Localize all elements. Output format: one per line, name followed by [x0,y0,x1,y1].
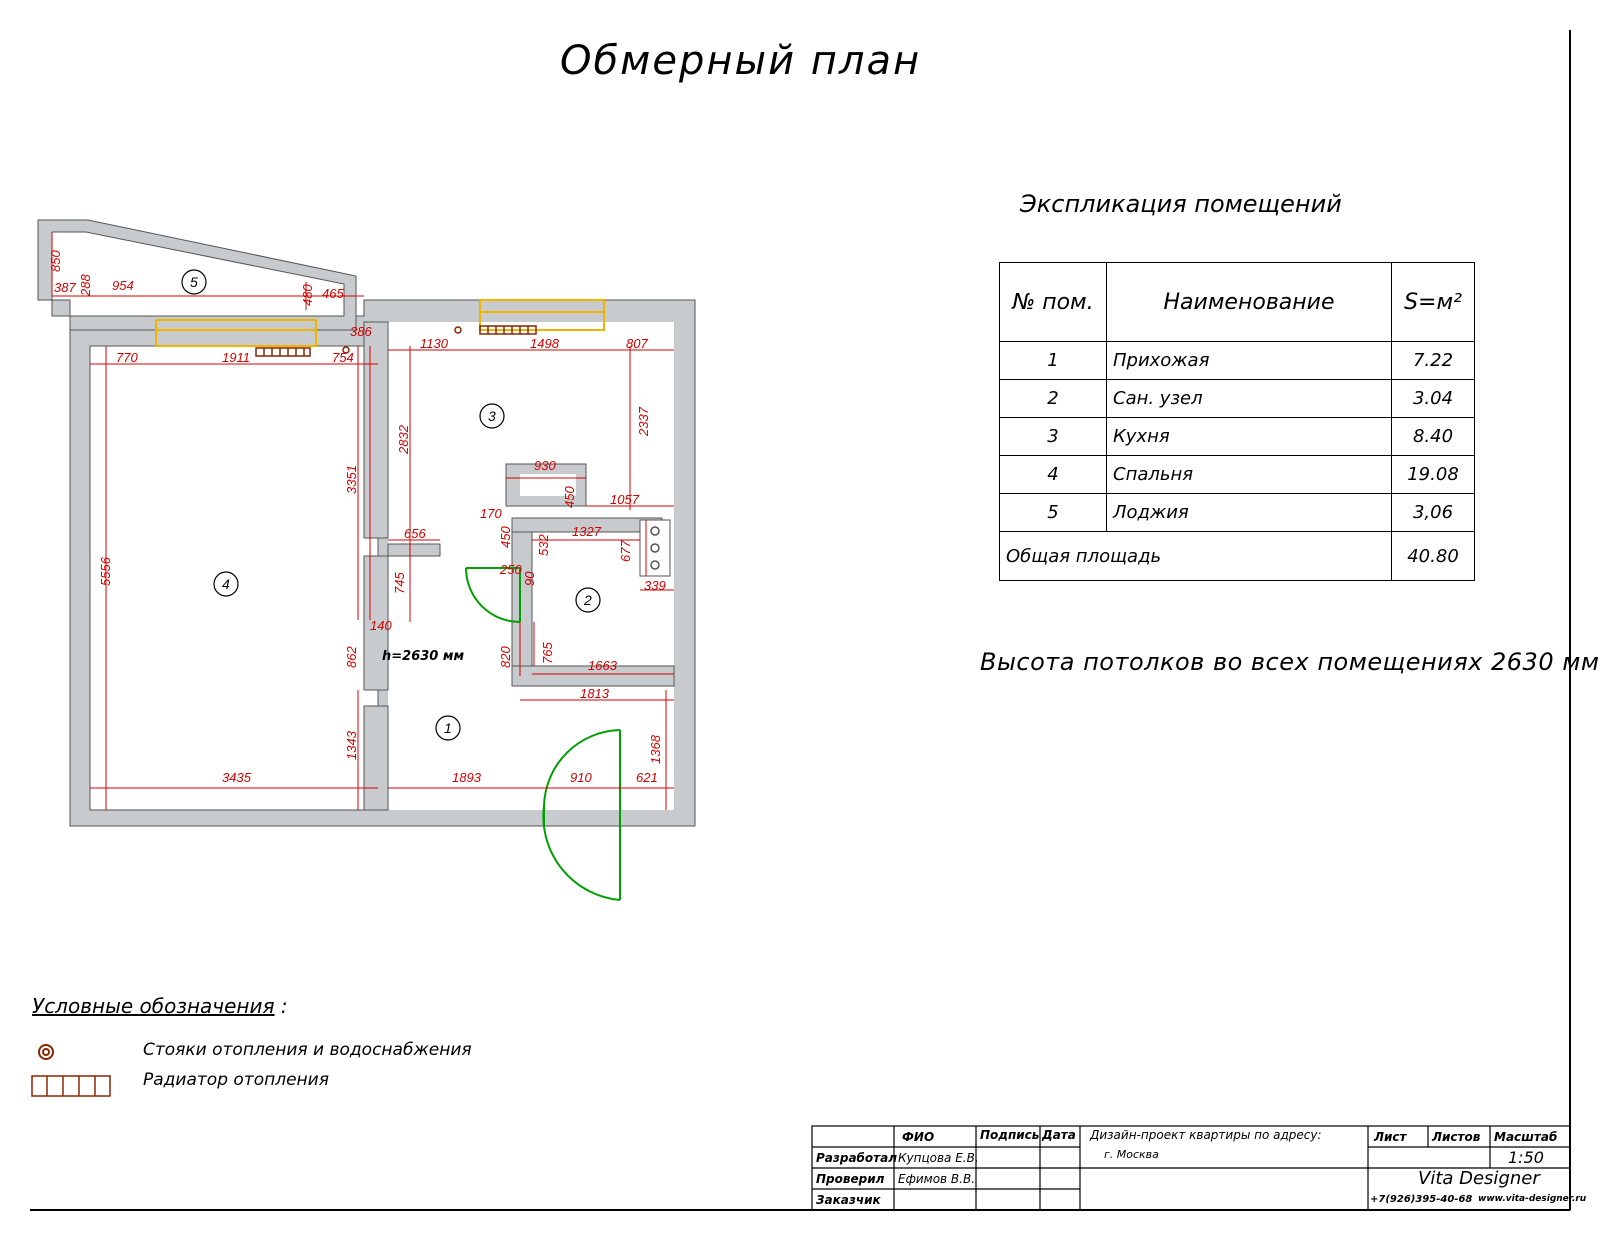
row-area: 3,06 [1392,494,1475,532]
stamp-city: г. Москва [1104,1148,1159,1161]
explication-title: Экспликация помещений [1020,190,1342,218]
stamp-site: www.vita-designer.ru [1478,1194,1587,1204]
row-num: 1 [1000,342,1107,380]
legend-riser-icon [39,1045,53,1059]
dim-1368: 1368 [648,735,663,764]
row-area: 19.08 [1392,456,1475,494]
legend-title-text: Условные обозначения [32,994,275,1018]
dim-3435: 3435 [222,770,251,785]
dim-465: 465 [322,286,344,301]
dim-1893: 1893 [452,770,481,785]
dim-1911: 1911 [222,350,250,365]
dim-450-b: 450 [498,526,513,548]
dim-1130: 1130 [420,336,448,351]
dim-250: 250 [500,562,522,577]
header-num: № пом. [1000,263,1107,342]
table-total-row [1000,532,1475,581]
row-name: Сан. узел [1107,380,1392,418]
room-number-2: 2 [584,592,592,608]
row-num: 4 [1000,456,1107,494]
dim-90: 90 [522,571,537,586]
dim-850: 850 [48,250,63,272]
legend-title [32,994,288,1018]
row-area: 3.04 [1392,380,1475,418]
dim-450-a: 450 [562,486,577,508]
dim-862: 862 [344,646,359,668]
table-row [1000,494,1475,532]
header-area: S=м² [1392,263,1475,342]
dim-770: 770 [116,350,138,365]
dim-480: 480 [300,284,315,306]
total-label: Общая площадь [1000,532,1392,581]
dim-754: 754 [332,350,354,365]
row-name: Лоджия [1107,494,1392,532]
stamp-phone: +7(926)395-40-68 [1370,1194,1473,1205]
dim-532: 532 [536,534,551,556]
page-title: Обмерный план [560,38,922,84]
stamp-sheet-header: Лист [1374,1130,1407,1144]
dim-1498: 1498 [530,336,559,351]
table-header-row [1000,263,1475,342]
room-number-4: 4 [222,576,230,592]
legend-item-riser: Стояки отопления и водоснабжения [143,1040,472,1060]
room-number-1: 1 [444,720,452,736]
dim-5556: 5556 [98,557,113,586]
stamp-dev-label: Разработал [816,1151,898,1165]
dim-745: 745 [392,572,407,594]
row-num: 2 [1000,380,1107,418]
stamp-company: Vita Designer [1418,1168,1540,1189]
dim-387: 387 [54,280,76,295]
row-num: 5 [1000,494,1107,532]
dim-339: 339 [644,578,666,593]
header-name: Наименование [1107,263,1392,342]
total-area: 40.80 [1392,532,1475,581]
dim-1057: 1057 [610,492,639,507]
stamp-check-name: Ефимов В.В. [898,1172,976,1186]
dim-765: 765 [540,642,555,664]
room-number-5: 5 [190,274,198,290]
row-name: Кухня [1107,418,1392,456]
stamp-dev-name: Купцова Е.В. [898,1151,979,1165]
explication-table [999,262,1475,581]
dim-288: 288 [78,274,93,296]
dim-386: 386 [350,324,372,339]
height-label: h=2630 мм [382,649,465,664]
row-area: 8.40 [1392,418,1475,456]
room-number-3: 3 [488,408,496,424]
ceiling-note: Высота потолков во всех помещениях 2630 мм [980,648,1600,676]
stamp-client-label: Заказчик [816,1193,881,1207]
row-area: 7.22 [1392,342,1475,380]
stamp-date-header: Дата [1042,1128,1076,1142]
dim-170: 170 [480,506,502,521]
stamp-scale-header: Масштаб [1494,1130,1558,1144]
dim-820: 820 [498,646,513,668]
dim-1343: 1343 [344,731,359,760]
dim-1327: 1327 [572,524,601,539]
dim-2832: 2832 [396,425,411,454]
table-row [1000,456,1475,494]
dim-807: 807 [626,336,648,351]
legend-title-colon: : [280,994,288,1018]
dim-954: 954 [112,278,134,293]
dim-3351: 3351 [344,465,359,494]
stamp-fio-header: ФИО [902,1130,935,1144]
dim-621: 621 [636,770,658,785]
row-num: 3 [1000,418,1107,456]
dim-930: 930 [534,458,556,473]
stamp-sheets-header: Листов [1432,1130,1481,1144]
stamp-scale: 1:50 [1508,1148,1544,1167]
stamp-check-label: Проверил [816,1172,885,1186]
stamp-project: Дизайн-проект квартиры по адресу: [1090,1128,1322,1142]
dim-140: 140 [370,618,392,633]
stamp-sign-header: Подпись [980,1128,1040,1142]
row-name: Прихожая [1107,342,1392,380]
dim-656: 656 [404,526,426,541]
dim-2337: 2337 [636,407,651,436]
dim-1813: 1813 [580,686,609,701]
legend-item-radiator: Радиатор отопления [143,1070,329,1090]
dim-910: 910 [570,770,592,785]
table-row [1000,380,1475,418]
table-row [1000,418,1475,456]
row-name: Спальня [1107,456,1392,494]
dim-677: 677 [618,540,633,562]
table-row [1000,342,1475,380]
dim-1663: 1663 [588,658,617,673]
legend-radiator-icon [32,1076,110,1096]
